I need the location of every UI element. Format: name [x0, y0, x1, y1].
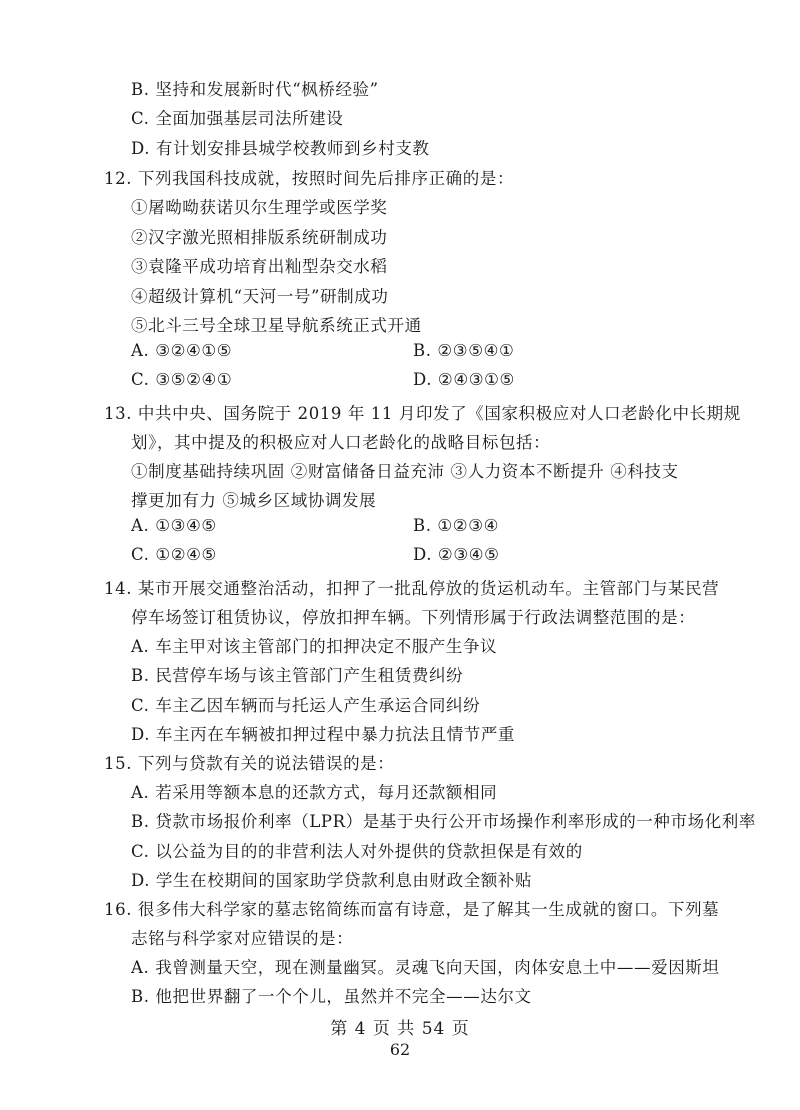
prev-question-option-b: B. 坚持和发展新时代“枫桥经验”: [131, 80, 379, 99]
prev-question-option-d: D. 有计划安排县城学校教师到乡村支教: [131, 139, 430, 158]
question-13-option-c: C. ①②④⑤: [131, 545, 217, 564]
question-12-item-1: ①屠呦呦获诺贝尔生理学或医学奖: [131, 198, 388, 217]
question-14-stem-line-2: 停车场签订租赁协议，停放扣押车辆。下列情形属于行政法调整范围的是：: [131, 608, 696, 627]
question-14-option-a: A. 车主甲对该主管部门的扣押决定不服产生争议: [131, 637, 498, 656]
question-16-stem-line-2: 志铭与科学家对应错误的是：: [131, 929, 354, 948]
question-14-option-b: B. 民营停车场与该主管部门产生租赁费纠纷: [131, 666, 464, 685]
page-number-label: 第 4 页 共 54 页: [330, 1019, 470, 1039]
question-12-option-b: B. ②③⑤④①: [413, 341, 515, 360]
question-16-option-b: B. 他把世界翻了一个个儿，虽然并不完全——达尔文: [131, 987, 532, 1006]
question-15-option-c: C. 以公益为目的的非营利法人对外提供的贷款担保是有效的: [131, 842, 583, 861]
question-13-stem-line-2: 划》，其中提及的积极应对人口老龄化的战略目标包括：: [131, 433, 551, 452]
question-13-option-d: D. ②③④⑤: [413, 545, 500, 564]
sheet-number: 62: [389, 1040, 411, 1059]
question-15-stem: 15. 下列与贷款有关的说法错误的是：: [104, 754, 395, 773]
question-12-item-5: ⑤北斗三号全球卫星导航系统正式开通: [131, 316, 422, 335]
question-12-stem: 12. 下列我国科技成就，按照时间先后排序正确的是：: [104, 169, 515, 188]
question-13-stem-line-4: 撑更加有力 ⑤城乡区域协调发展: [131, 491, 377, 510]
question-13-stem-line-3: ①制度基础持续巩固 ②财富储备日益充沛 ③人力资本不断提升 ④科技支: [131, 462, 679, 481]
question-15-option-b: B. 贷款市场报价利率（LPR）是基于央行公开市场操作利率形成的一种市场化利率: [131, 812, 756, 831]
prev-question-option-c: C. 全面加强基层司法所建设: [131, 109, 344, 128]
question-12-option-d: D. ②④③①⑤: [413, 370, 515, 389]
question-12-option-c: C. ③⑤②④①: [131, 370, 233, 389]
question-13-option-b: B. ①②③④: [413, 516, 499, 535]
question-12-item-2: ②汉字激光照相排版系统研制成功: [131, 228, 388, 247]
question-16-stem-line-1: 16. 很多伟大科学家的墓志铭简练而富有诗意，是了解其一生成就的窗口。下列墓: [104, 900, 720, 919]
question-14-option-c: C. 车主乙因车辆而与托运人产生承运合同纠纷: [131, 696, 481, 715]
question-13-option-a: A. ①③④⑤: [131, 516, 217, 535]
question-12-item-4: ④超级计算机“天河一号”研制成功: [131, 287, 389, 306]
question-12-option-a: A. ③②④①⑤: [131, 341, 233, 360]
question-15-option-d: D. 学生在校期间的国家助学贷款利息由财政全额补贴: [131, 871, 533, 890]
question-14-option-d: D. 车主丙在车辆被扣押过程中暴力抗法且情节严重: [131, 725, 516, 744]
question-14-stem-line-1: 14. 某市开展交通整治活动，扣押了一批乱停放的货运机动车。主管部门与某民营: [104, 579, 720, 598]
question-13-stem-line-1: 13. 中共中央、国务院于 2019 年 11 月印发了《国家积极应对人口老龄化中长期规: [104, 404, 741, 423]
question-15-option-a: A. 若采用等额本息的还款方式，每月还款额相同: [131, 783, 498, 802]
question-12-item-3: ③袁隆平成功培育出籼型杂交水稻: [131, 257, 388, 276]
question-16-option-a: A. 我曾测量天空，现在测量幽冥。灵魂飞向天国，肉体安息土中——爱因斯坦: [131, 958, 720, 977]
